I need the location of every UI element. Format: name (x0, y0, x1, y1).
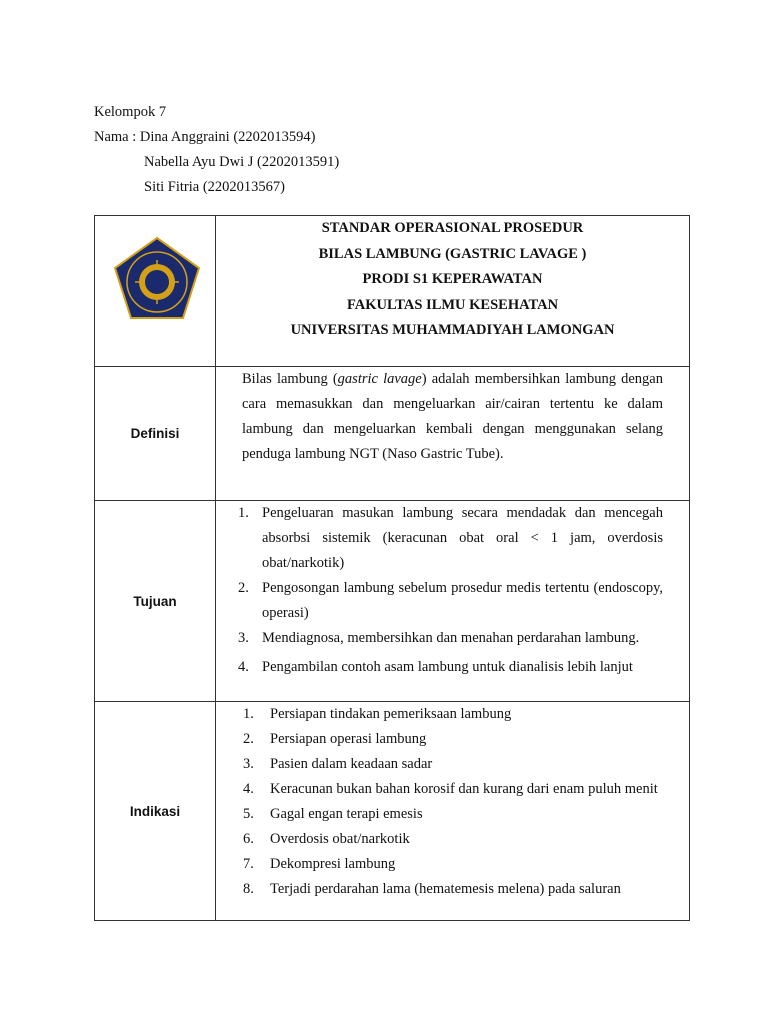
group-label: Kelompok 7 (94, 104, 167, 120)
tujuan-label: Tujuan (95, 501, 216, 702)
item-text: Pasien dalam keadaan sadar (270, 756, 433, 772)
list-item (216, 852, 689, 877)
item-number: 2. (238, 580, 249, 596)
item-number: 1. (238, 505, 249, 521)
member-name: Nabella Ayu Dwi J (2202013591) (144, 154, 340, 170)
item-text: Keracunan bukan bahan korosif dan kurang dari enam puluh menit (270, 781, 658, 797)
definisi-text (216, 367, 690, 501)
item-text: Pengosongan lambung sebelum prosedur medis tertentu (endoscopy, operasi) (262, 580, 663, 621)
item-number: 4. (238, 659, 249, 675)
list-item (216, 802, 689, 827)
title-line: BILAS LAMBUNG (GASTRIC LAVAGE ) (318, 245, 587, 262)
item-text: Mendiagnosa, membersihkan dan menahan perdarahan lambung. (262, 630, 640, 646)
item-text: Terjadi perdarahan lama (hematemesis melena) pada saluran (270, 881, 621, 897)
item-text: Dekompresi lambung (270, 856, 396, 872)
sop-table (94, 215, 690, 921)
list-item (216, 655, 689, 680)
definisi-text-part: ) adalah membersihkan lambung dengan cara memasukkan dan mengeluarkan air/cairan tertentu ke dalam lambung dan mengeluarkan kembali dengan menggunakan selang penduga lambung NGT (Naso Gastric Tube). (242, 371, 663, 462)
item-number: 3. (238, 630, 249, 646)
item-number: 5. (243, 806, 254, 822)
document-title (216, 216, 690, 367)
item-number: 4. (243, 781, 254, 797)
title-line: PRODI S1 KEPERAWATAN (362, 271, 543, 287)
item-text: Overdosis obat/narkotik (270, 831, 410, 847)
item-text: Pengeluaran masukan lambung secara mendadak dan mencegah absorbsi sistemik (keracunan obat oral < 1 jam, overdosis obat/narkotik) (262, 505, 663, 571)
tujuan-list-cell (216, 501, 690, 702)
title-line: STANDAR OPERASIONAL PROSEDUR (321, 220, 584, 236)
list-item (216, 626, 689, 651)
item-number: 6. (243, 831, 254, 847)
list-item (216, 827, 689, 852)
indikasi-label: Indikasi (95, 702, 216, 921)
author-header (94, 100, 339, 200)
indikasi-list (216, 702, 689, 902)
list-item (216, 501, 689, 576)
item-text: Persiapan operasi lambung (270, 731, 427, 747)
list-item (216, 777, 689, 802)
list-item (216, 702, 689, 727)
item-number: 7. (243, 856, 254, 872)
item-number: 1. (243, 706, 254, 722)
tujuan-list (216, 501, 689, 680)
logo-cell (95, 216, 216, 367)
item-number: 8. (243, 881, 254, 897)
list-item (216, 752, 689, 777)
list-item (216, 576, 689, 626)
definisi-label: Definisi (95, 367, 216, 501)
item-number: 2. (243, 731, 254, 747)
item-text: Gagal engan terapi emesis (270, 806, 423, 822)
item-text: Persiapan tindakan pemeriksaan lambung (270, 706, 512, 722)
title-line: UNIVERSITAS MUHAMMADIYAH LAMONGAN (290, 322, 615, 338)
definisi-italic-term: gastric lavage (337, 371, 422, 387)
definisi-text-part: Bilas lambung ( (242, 371, 338, 387)
list-item (216, 877, 689, 902)
item-text: Pengambilan contoh asam lambung untuk dianalisis lebih lanjut (262, 659, 633, 675)
member-name: Siti Fitria (2202013567) (144, 179, 285, 195)
name-line: Nama : Dina Anggraini (2202013594) (94, 129, 316, 145)
item-number: 3. (243, 756, 254, 772)
indikasi-list-cell (216, 702, 690, 921)
title-line: FAKULTAS ILMU KESEHATAN (346, 296, 559, 313)
list-item (216, 727, 689, 752)
university-logo (113, 236, 201, 322)
